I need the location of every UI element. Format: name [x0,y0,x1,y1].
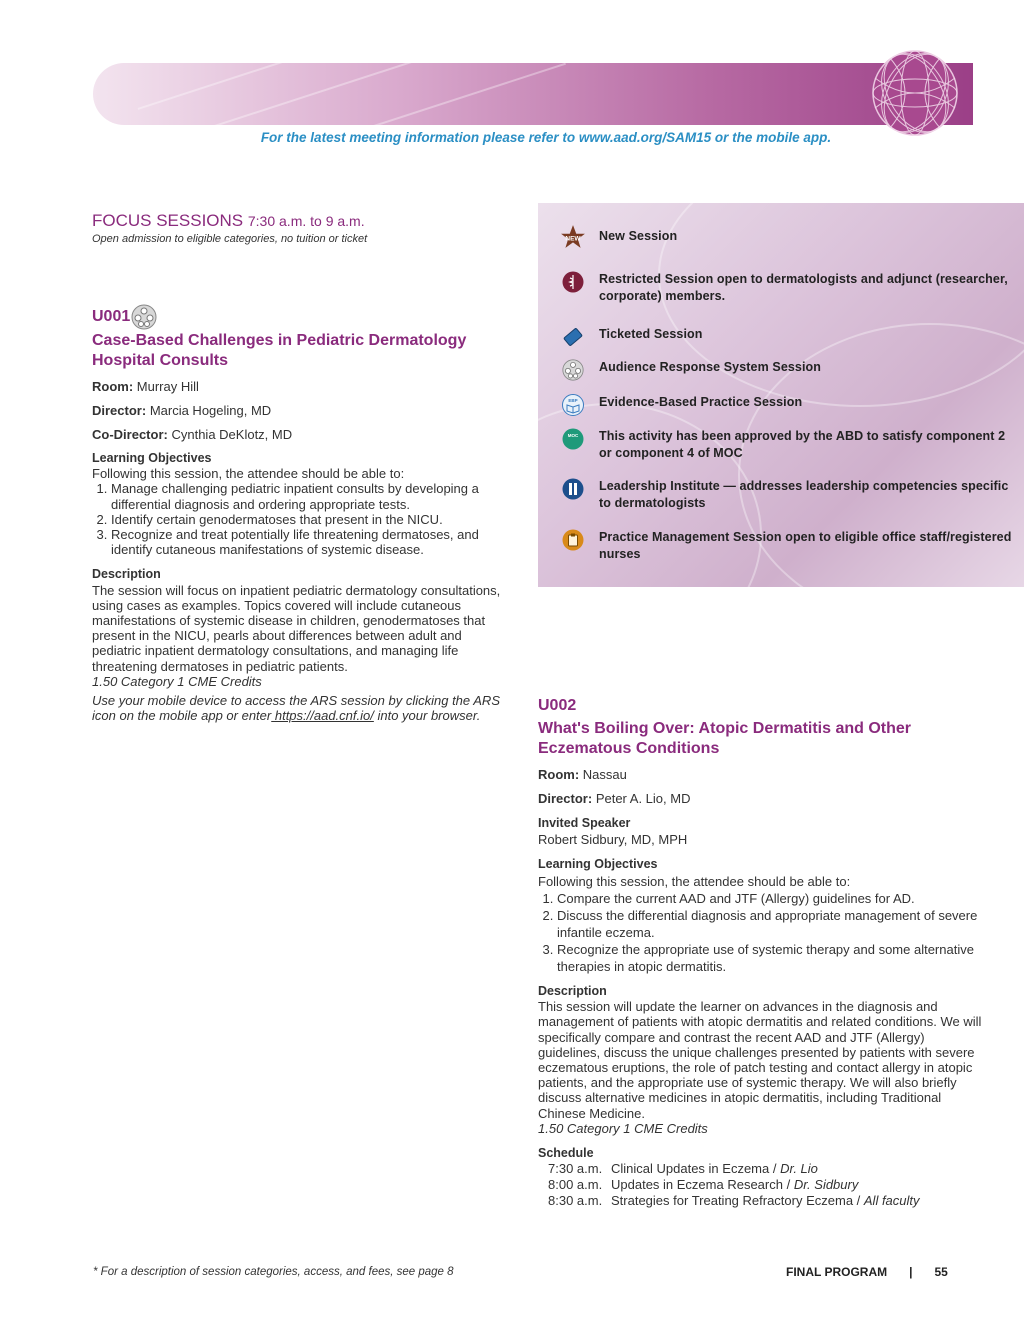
list-item: 3. Recognize and treat potentially life threatening dermatoses, and identify cutaneous manifestations of systemic disease. [111,527,512,557]
legend-text: Ticketed Session [599,327,703,341]
description-block [538,984,988,1136]
room-label: Room: [538,767,580,782]
objectives-intro: Following this session, the attendee should be able to: [538,874,851,889]
director-value: Peter A. Lio, MD [595,791,691,806]
wire-globe-icon [870,48,960,138]
director-field [538,791,988,807]
description-heading: Description [92,567,161,582]
session-code: U002 [538,697,577,714]
page-number: 55 [934,1265,948,1279]
ticket-icon [562,326,584,348]
schedule-heading: Schedule [538,1146,594,1161]
moc-icon [562,428,584,450]
session-u001 [92,303,512,723]
leadership-institute-icon [562,478,584,500]
learning-objectives [538,856,988,975]
day-label: Friday [602,17,684,47]
director-label: Director: [92,403,147,418]
schedule-row [538,1177,988,1193]
objectives-list [92,481,512,557]
audience-response-icon [131,304,157,330]
focus-sessions-title [92,211,512,231]
list-item: 1. Compare the current AAD and JTF (Allergy) guidelines for AD. [557,890,988,907]
legend-text: New Session [599,229,678,243]
room-field [538,767,988,783]
banner-title [401,16,854,48]
title-separator: | [689,16,697,47]
header-banner [93,63,973,125]
director-field [92,403,512,419]
schedule-topic: Strategies for Treating Refractory Eczema / [611,1193,864,1209]
schedule-topic: Clinical Updates in Eczema / [611,1161,781,1177]
objectives-intro: Following this session, the attendee should be able to: [92,466,405,482]
learning-objectives [92,451,512,557]
ars-note [92,693,512,723]
ars-note-end: into your browser. [373,708,481,724]
legend-text: Evidence-Based Practice Session [599,395,803,409]
legend-text: This activity has been approved by the ABD to satisfy component 2 or component 4 of MOC [599,429,1006,460]
legend-text: Audience Response System Session [599,360,822,374]
ars-link[interactable]: https://aad.cnf.io/ [271,708,374,724]
legend-panel [538,203,1024,587]
legend-text: Leadership Institute — addresses leadership competencies specific to dermatologists [599,479,1009,510]
list-item: 2. Discuss the differential diagnosis and appropriate management of severe infantile eczema. [557,907,988,941]
section-label: SCIENTIFIC SESSIONS [400,26,597,45]
director-value: Marcia Hogeling, MD [149,403,272,418]
speaker-name: Robert Sidbury, MD, MPH [538,831,688,847]
codirector-value: Cynthia DeKlotz, MD [171,427,293,442]
new-star-icon [560,224,586,250]
speaker-heading: Invited Speaker [538,816,631,830]
schedule-topic: Updates in Eczema Research / [611,1177,794,1193]
schedule-block [538,1145,988,1209]
session-title: What's Boiling Over: Atopic Dermatitis and Other Eczematous Conditions [538,720,912,757]
footer-separator: | [909,1265,913,1279]
clipboard-icon [562,529,584,551]
audience-response-icon [562,359,584,381]
codirector-label: Co-Director: [92,427,168,442]
objectives-list [538,890,988,975]
moc-badge-text: MOC [567,433,579,438]
schedule-speaker: All faculty [863,1193,920,1209]
objectives-heading: Learning Objectives [92,451,212,465]
program-label: FINAL PROGRAM [786,1265,888,1279]
cme-credits: 1.50 Category 1 CME Credits [92,673,262,689]
room-field [92,379,512,395]
ebp-badge-text: EBP [568,398,578,403]
list-item: 3. Recognize the appropriate use of systemic therapy and some alternative therapies in atopic dermatitis. [557,941,988,975]
invited-speaker [538,815,988,848]
new-badge-text: NEW [565,235,581,243]
footer-note: * For a description of session categories, access, and fees, see page 8 [93,1266,454,1278]
objectives-heading: Learning Objectives [538,857,658,871]
focus-title-text: FOCUS SESSIONS [92,211,244,230]
restricted-caduceus-icon [562,271,584,293]
session-title: Case-Based Challenges in Pediatric Dermatology Hospital Consults [92,332,467,369]
director-label: Director: [538,791,593,806]
session-u002 [538,697,988,1209]
schedule-row [538,1193,988,1209]
meeting-info-line: For the latest meeting information please refer to www.aad.org/SAM15 or the mobile app. [260,130,832,145]
room-value: Nassau [582,767,627,782]
focus-note: Open admission to eligible categories, no tuition or ticket [92,233,368,245]
list-item: 2. Identify certain genodermatoses that present in the NICU. [111,512,512,527]
description-text: This session will update the learner on advances in the diagnosis and management of patients with atopic dermatitis and related conditions. We will specifically compare and contrast the recent AAD and JTF (Allergy) guidelines, discuss the unique challenges presented by patients with severe eczematous eruptions, the role of patch testing and contact allergy in atopic patients, and the appropriate use of systemic therapy. We will also briefly discuss alternative medicines in atopic dermatitis, including Traditional Chinese Medicine. [538,999,982,1121]
schedule-speaker: Dr. Lio [780,1161,818,1177]
legend-text: Restricted Session open to dermatologists and adjunct (researcher, corporate) members. [599,272,1008,303]
session-code: U001 [92,308,131,325]
focus-time: 7:30 a.m. to 9 a.m. [247,213,365,229]
description-heading: Description [538,984,607,998]
footer-page-info [786,1265,948,1279]
schedule-time: 7:30 a.m. [548,1161,603,1177]
schedule-row [538,1161,988,1177]
codirector-field [92,427,512,443]
room-value: Murray Hill [136,379,199,394]
ars-note-text: Use your mobile device to access the ARS session by clicking the ARS icon on the mobile app or enter [92,693,500,724]
cme-credits: 1.50 Category 1 CME Credits [538,1120,708,1136]
date-label: AUGUST 21 [702,17,854,47]
schedule-time: 8:00 a.m. [548,1177,603,1193]
description-text: The session will focus on inpatient pediatric dermatology consultations, using cases as examples. Topics covered will include cutaneous manifestations of systemic disease in children, genodermatoses that present in the NICU, pearls about differences between adult and pediatric inpatient dermatology consultations, and managing life threatening dermatoses in pediatric patients. [92,582,501,674]
list-item: 1. Manage challenging pediatric inpatient consults by developing a differential diagnosis and ordering appropriate tests. [111,481,512,511]
description-block [92,567,512,723]
schedule-speaker: Dr. Sidbury [793,1177,859,1193]
legend-text: Practice Management Session open to eligible office staff/registered nurses [599,530,1012,561]
room-label: Room: [92,379,134,394]
evidence-book-icon [562,394,584,416]
schedule-time: 8:30 a.m. [548,1193,603,1209]
